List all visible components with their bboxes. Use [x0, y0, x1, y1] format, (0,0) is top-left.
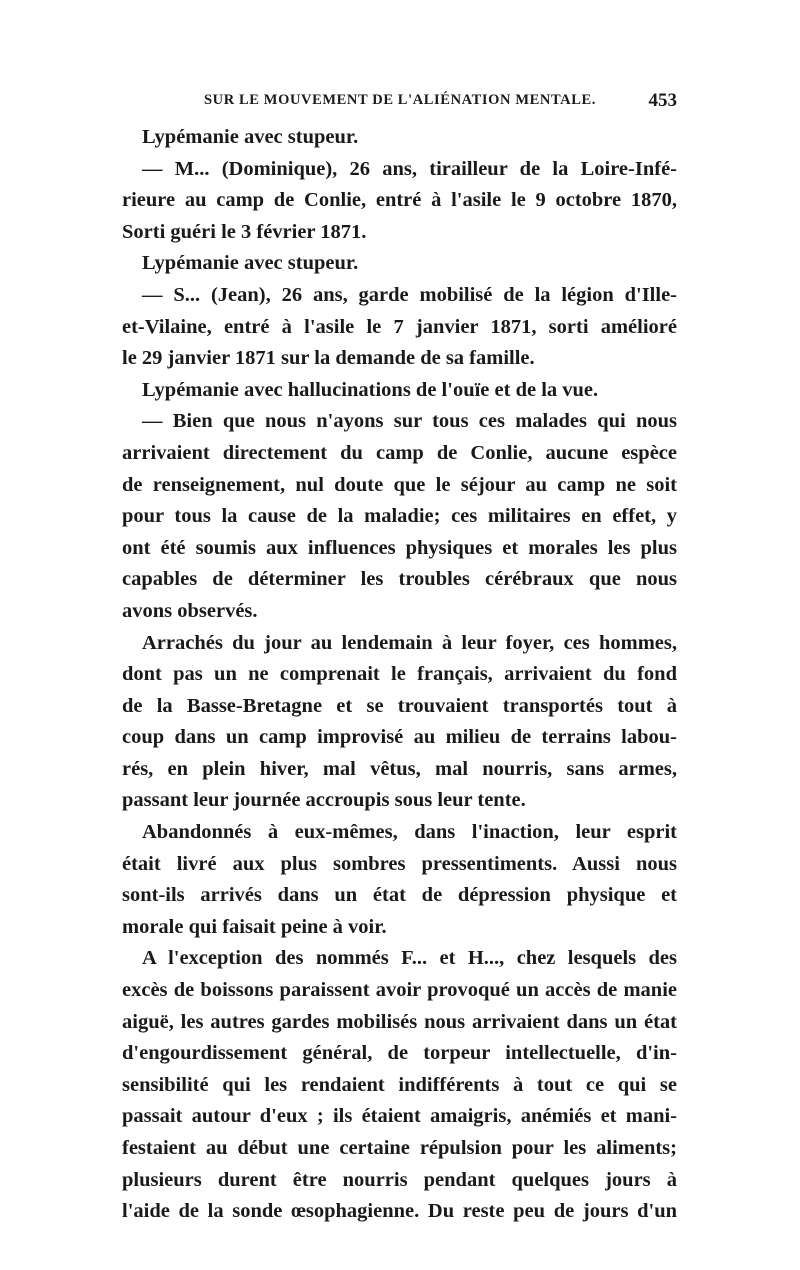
text-line: Abandonnés à eux-mêmes, dans l'inaction, leur esprit: [142, 821, 677, 844]
text-line: de la Basse-Bretagne et se trouvaient transportés tout à: [122, 694, 677, 717]
text-line: Lypémanie avec hallucinations de l'ouïe et de la vue.: [142, 378, 599, 401]
text-line: Arrachés du jour au lendemain à leur foyer, ces hommes,: [142, 631, 677, 654]
text-line: pour tous la cause de la maladie; ces militaires en effet, y: [122, 505, 677, 528]
text-line: excès de boissons paraissent avoir provoqué un accès de manie: [122, 979, 677, 1002]
text-line: morale qui faisait peine à voir.: [122, 915, 387, 938]
text-line: ont été soumis aux influences physiques et morales les plus: [122, 536, 677, 559]
body-text: [122, 122, 677, 1228]
text-line: capables de déterminer les troubles cérébraux que nous: [122, 568, 677, 591]
book-page: [122, 90, 677, 1228]
text-line: plusieurs durent être nourris pendant quelques jours à: [122, 1168, 677, 1191]
text-line: aiguë, les autres gardes mobilisés nous arrivaient dans un état: [122, 1010, 677, 1033]
text-line: Sorti guéri le 3 février 1871.: [122, 220, 367, 243]
running-title: SUR LE MOUVEMENT DE L'ALIÉNATION MENTALE.: [204, 92, 596, 108]
text-line: Lypémanie avec stupeur.: [142, 126, 359, 148]
text-line: — S... (Jean), 26 ans, garde mobilisé de la légion d'Ille-: [142, 283, 677, 306]
text-line: — Bien que nous n'ayons sur tous ces malades qui nous: [142, 410, 677, 433]
page-number: 453: [648, 90, 677, 111]
text-line: l'aide de la sonde œsophagienne. Du reste peu de jours d'un: [122, 1200, 677, 1223]
text-line: dont pas un ne comprenait le français, arrivaient du fond: [122, 663, 677, 686]
text-line: A l'exception des nommés F... et H..., chez lesquels des: [142, 947, 677, 970]
text-line: passant leur journée accroupis sous leur tente.: [122, 789, 526, 812]
text-line: passait autour d'eux ; ils étaient amaigris, anémiés et mani-: [122, 1105, 677, 1128]
text-line: de renseignement, nul doute que le séjour au camp ne soit: [122, 473, 677, 496]
text-line: sensibilité qui les rendaient indifférents à tout ce qui se: [122, 1073, 677, 1096]
text-line: et-Vilaine, entré à l'asile le 7 janvier 1871, sorti amélioré: [122, 315, 677, 338]
text-line: était livré aux plus sombres pressentiments. Aussi nous: [122, 852, 677, 875]
text-line: arrivaient directement du camp de Conlie, aucune espèce: [122, 441, 677, 464]
text-line: rés, en plein hiver, mal vêtus, mal nourris, sans armes,: [122, 757, 677, 780]
text-line: coup dans un camp improvisé au milieu de terrains labou-: [122, 726, 677, 749]
text-line: le 29 janvier 1871 sur la demande de sa famille.: [122, 347, 535, 370]
text-line: Lypémanie avec stupeur.: [142, 252, 359, 275]
text-line: avons observés.: [122, 599, 258, 622]
text-line: rieure au camp de Conlie, entré à l'asile le 9 octobre 1870,: [122, 189, 677, 212]
text-line: festaient au début une certaine répulsion pour les aliments;: [122, 1137, 677, 1159]
running-header: [122, 90, 677, 118]
text-line: sont-ils arrivés dans un état de dépression physique et: [122, 884, 677, 907]
text-line: d'engourdissement général, de torpeur intellectuelle, d'in-: [122, 1042, 677, 1065]
text-line: — M... (Dominique), 26 ans, tirailleur de la Loire-Infé-: [142, 157, 677, 180]
